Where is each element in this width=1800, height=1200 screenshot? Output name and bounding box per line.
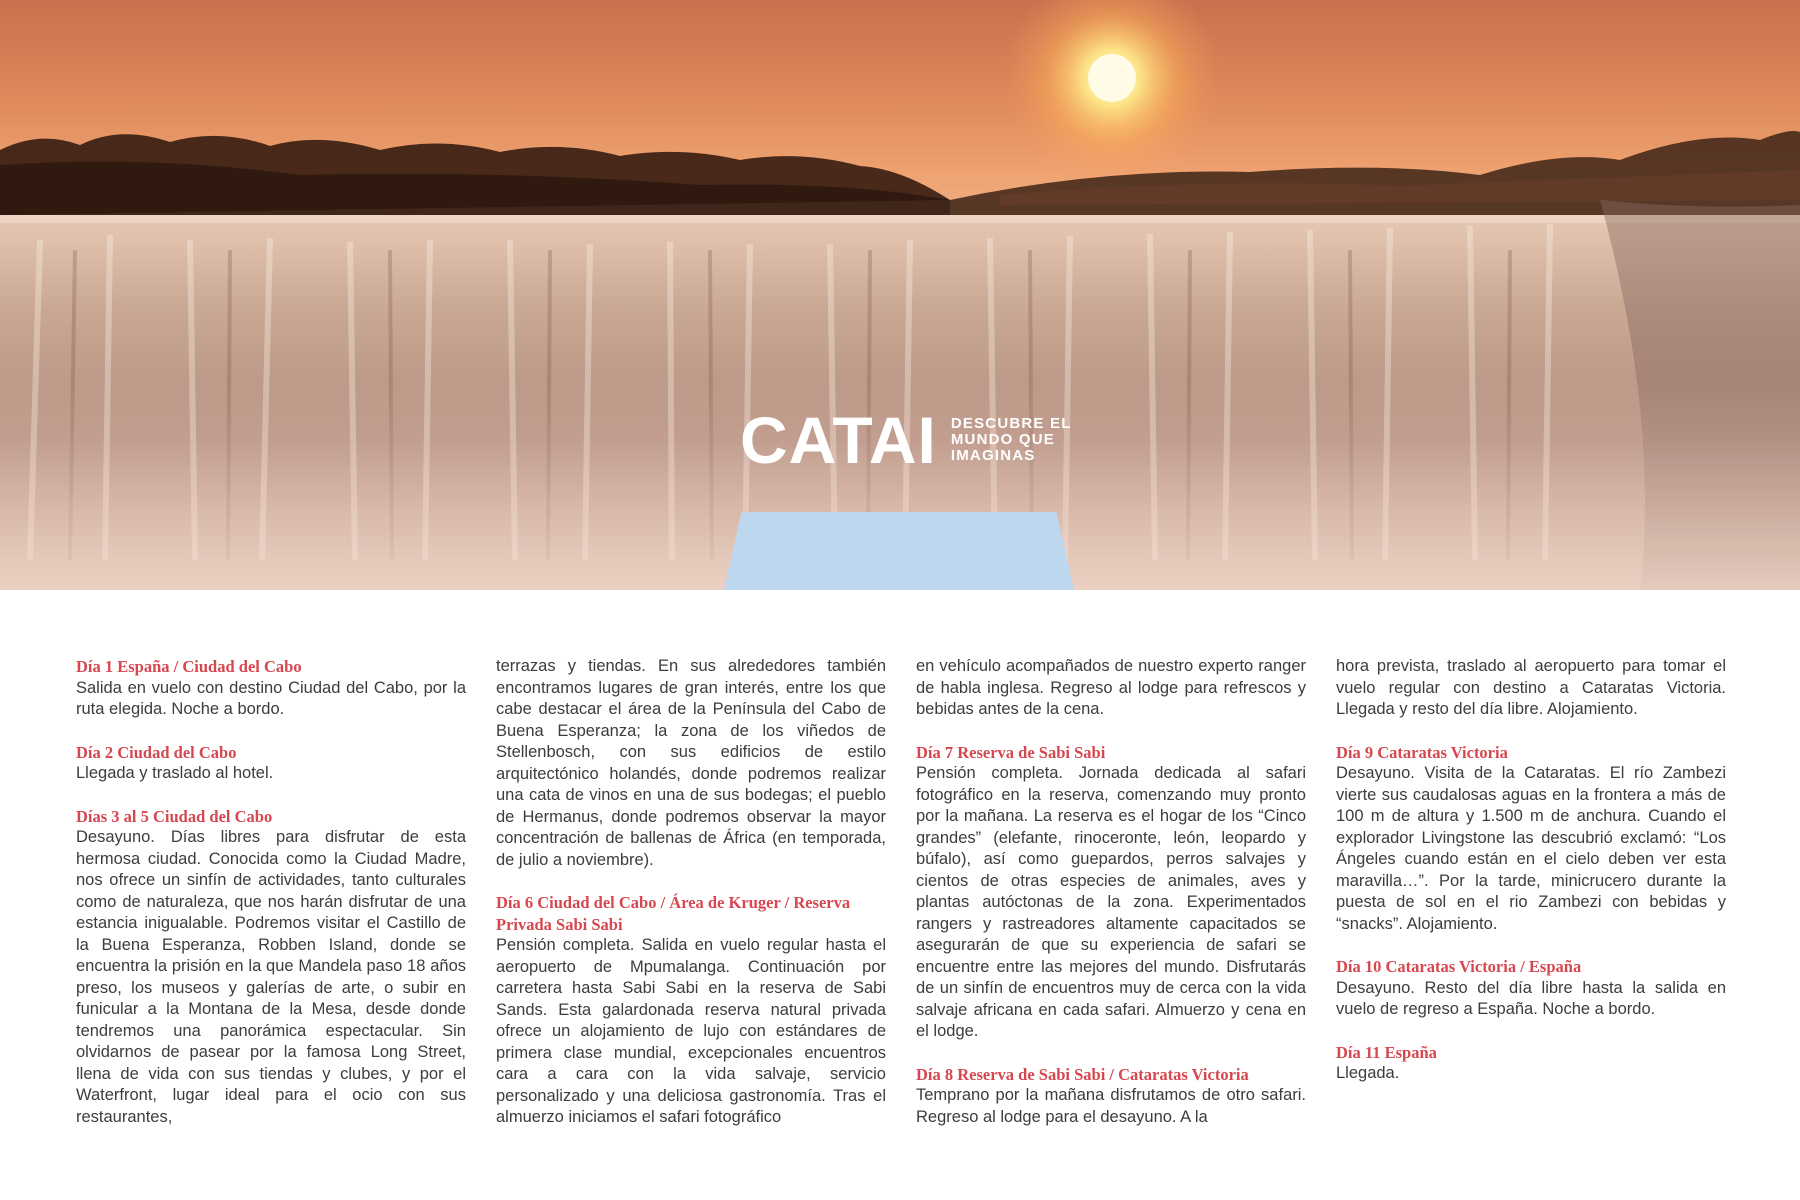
itinerary-column-2 [496,656,886,1150]
day-block [1336,1042,1726,1085]
day-text: Llegada y traslado al hotel. [76,764,274,782]
catai-logo [740,403,1072,477]
waterfall-sunset-illustration [0,0,1800,590]
day-text: Desayuno. Días libres para disfrutar de esta hermosa ciudad. Conocida como la Ciudad Madre, nos ofrece un sinfín de actividades, tanto culturales como de naturaleza, que nos harán disfrutar de una estancia inigualable. Podremos visitar el Castillo de la Buena Esperanza, Robben Island, donde se encuentra la prisión en la que Mandela paso 18 años preso, los museos y galerías de arte, o subir en funicular a la Montana de la Mesa, desde donde tendremos una panorámica espectacular. Sin olvidarnos de pasear por la famosa Long Street, llena de vida con sus tiendas y clubes, y por el Waterfront, lugar ideal para el ocio con sus restaurantes, [76,828,466,1126]
itinerary-column-1 [76,656,466,1150]
day-title: Día 9 Cataratas Victoria [1336,742,1508,762]
day-text: Llegada. [1336,1064,1400,1082]
day-text: en vehículo acompañados de nuestro experto ranger de habla inglesa. Regreso al lodge para refrescos y bebidas antes de la cena. [916,657,1306,718]
day-block [916,742,1306,1043]
day-block [1336,742,1726,936]
logo-tagline-line: DESCUBRE EL [950,415,1072,432]
day-text: Pensión completa. Salida en vuelo regular hasta el aeropuerto de Mpumalanga. Continuación por carretera hasta Sabi Sabi en la reserva de Sabi Sands. Esta galardonada reserva natural privada ofrece un alojamiento de lujo con estándares de primera clase mundial, excepcionales encuentros cara a cara con la vida salvaje, servicio personalizado y una deliciosa gastronomía. Tras el almuerzo iniciamos el safari fotográfico [496,936,886,1126]
logo-tagline [951,416,1072,464]
day-block [916,1064,1306,1129]
itinerary-column-4 [1336,656,1726,1150]
day-text: Desayuno. Resto del día libre hasta la salida en vuelo de regreso a España. Noche a bordo. [1336,978,1726,1018]
day-block-continued [916,656,1306,721]
day-block [496,892,886,1129]
day-block-continued [496,656,886,871]
day-title: Día 6 Ciudad del Cabo / Área de Kruger / Reserva Privada Sabi Sabi [496,893,851,934]
day-block-continued [1336,656,1726,721]
day-title: Día 11 España [1336,1042,1437,1062]
logo-tagline-line: IMAGINAS [950,447,1036,464]
day-text: hora prevista, traslado al aeropuerto para tomar el vuelo regular con destino a Cataratas Victoria. Llegada y resto del día libre. Alojamiento. [1336,657,1726,718]
day-title: Día 1 España / Ciudad del Cabo [76,657,302,676]
day-text: Temprano por la mañana disfrutamos de otro safari. Regreso al lodge para el desayuno. A la [916,1086,1306,1126]
itinerary-columns [76,656,1726,1150]
logo-tagline-line: MUNDO QUE [950,431,1055,448]
day-title: Día 7 Reserva de Sabi Sabi [916,742,1106,762]
itinerary-column-3 [916,656,1306,1150]
day-text: Salida en vuelo con destino Ciudad del Cabo, por la ruta elegida. Noche a bordo. [76,678,466,718]
day-block [76,742,466,785]
day-text: Pensión completa. Jornada dedicada al safari fotográfico en la reserva, comenzando muy pronto por la mañana. La reserva es el hogar de los “Cinco grandes” (elefante, rinoceronte, león, leopardo y búfalo), así como guepardos, perros salvajes y cientos de otras especies de animales, aves y plantas autóctonas de la zona. Experimentados rangers y rastreadores altamente capacitados se asegurarán de que su experiencia de safari se encuentre entre las mejores del mundo. Disfrutarás de un sinfín de encuentros muy de cerca con la vida salvaje africana en cada safari. Almuerzo y cena en el lodge. [916,764,1306,1040]
sun [1088,54,1136,102]
day-block [76,656,466,721]
day-text: Desayuno. Visita de la Cataratas. El río Zambezi vierte sus caudalosas aguas en la frontera a más de 100 m de altura y 1.500 m de anchura. Cuando el explorador Livingstone las descubrió exclamó: “Los Ángeles cuando están en el cielo deben ver esta maravilla…”. Por la tarde, minicrucero durante la puesta de sol en el rio Zambezi con bebidas y “snacks”. Alojamiento. [1336,764,1726,933]
day-text: terrazas y tiendas. En sus alrededores también encontramos lugares de gran interés, entre los que cabe destacar el área de la Península del Cabo de Buena Esperanza; la zona de los viñedos de Stellenbosch, con sus edificios de estilo arquitectónico holandés, donde podremos realizar una cata de vinos en una de sus bodegas; el pueblo de Hermanus, donde podremos observar la mayor concentración de ballenas de África (en temporada, de julio a noviembre). [496,657,886,869]
day-title: Día 8 Reserva de Sabi Sabi / Cataratas Victoria [916,1064,1249,1084]
blue-tab-decoration [724,512,1074,590]
hero-photo [0,0,1800,590]
day-title: Días 3 al 5 Ciudad del Cabo [76,806,273,826]
day-title: Día 10 Cataratas Victoria / España [1336,957,1582,976]
logo-wordmark: CATAI [740,403,937,477]
day-title: Día 2 Ciudad del Cabo [76,742,237,762]
day-block [76,806,466,1129]
day-block [1336,956,1726,1021]
